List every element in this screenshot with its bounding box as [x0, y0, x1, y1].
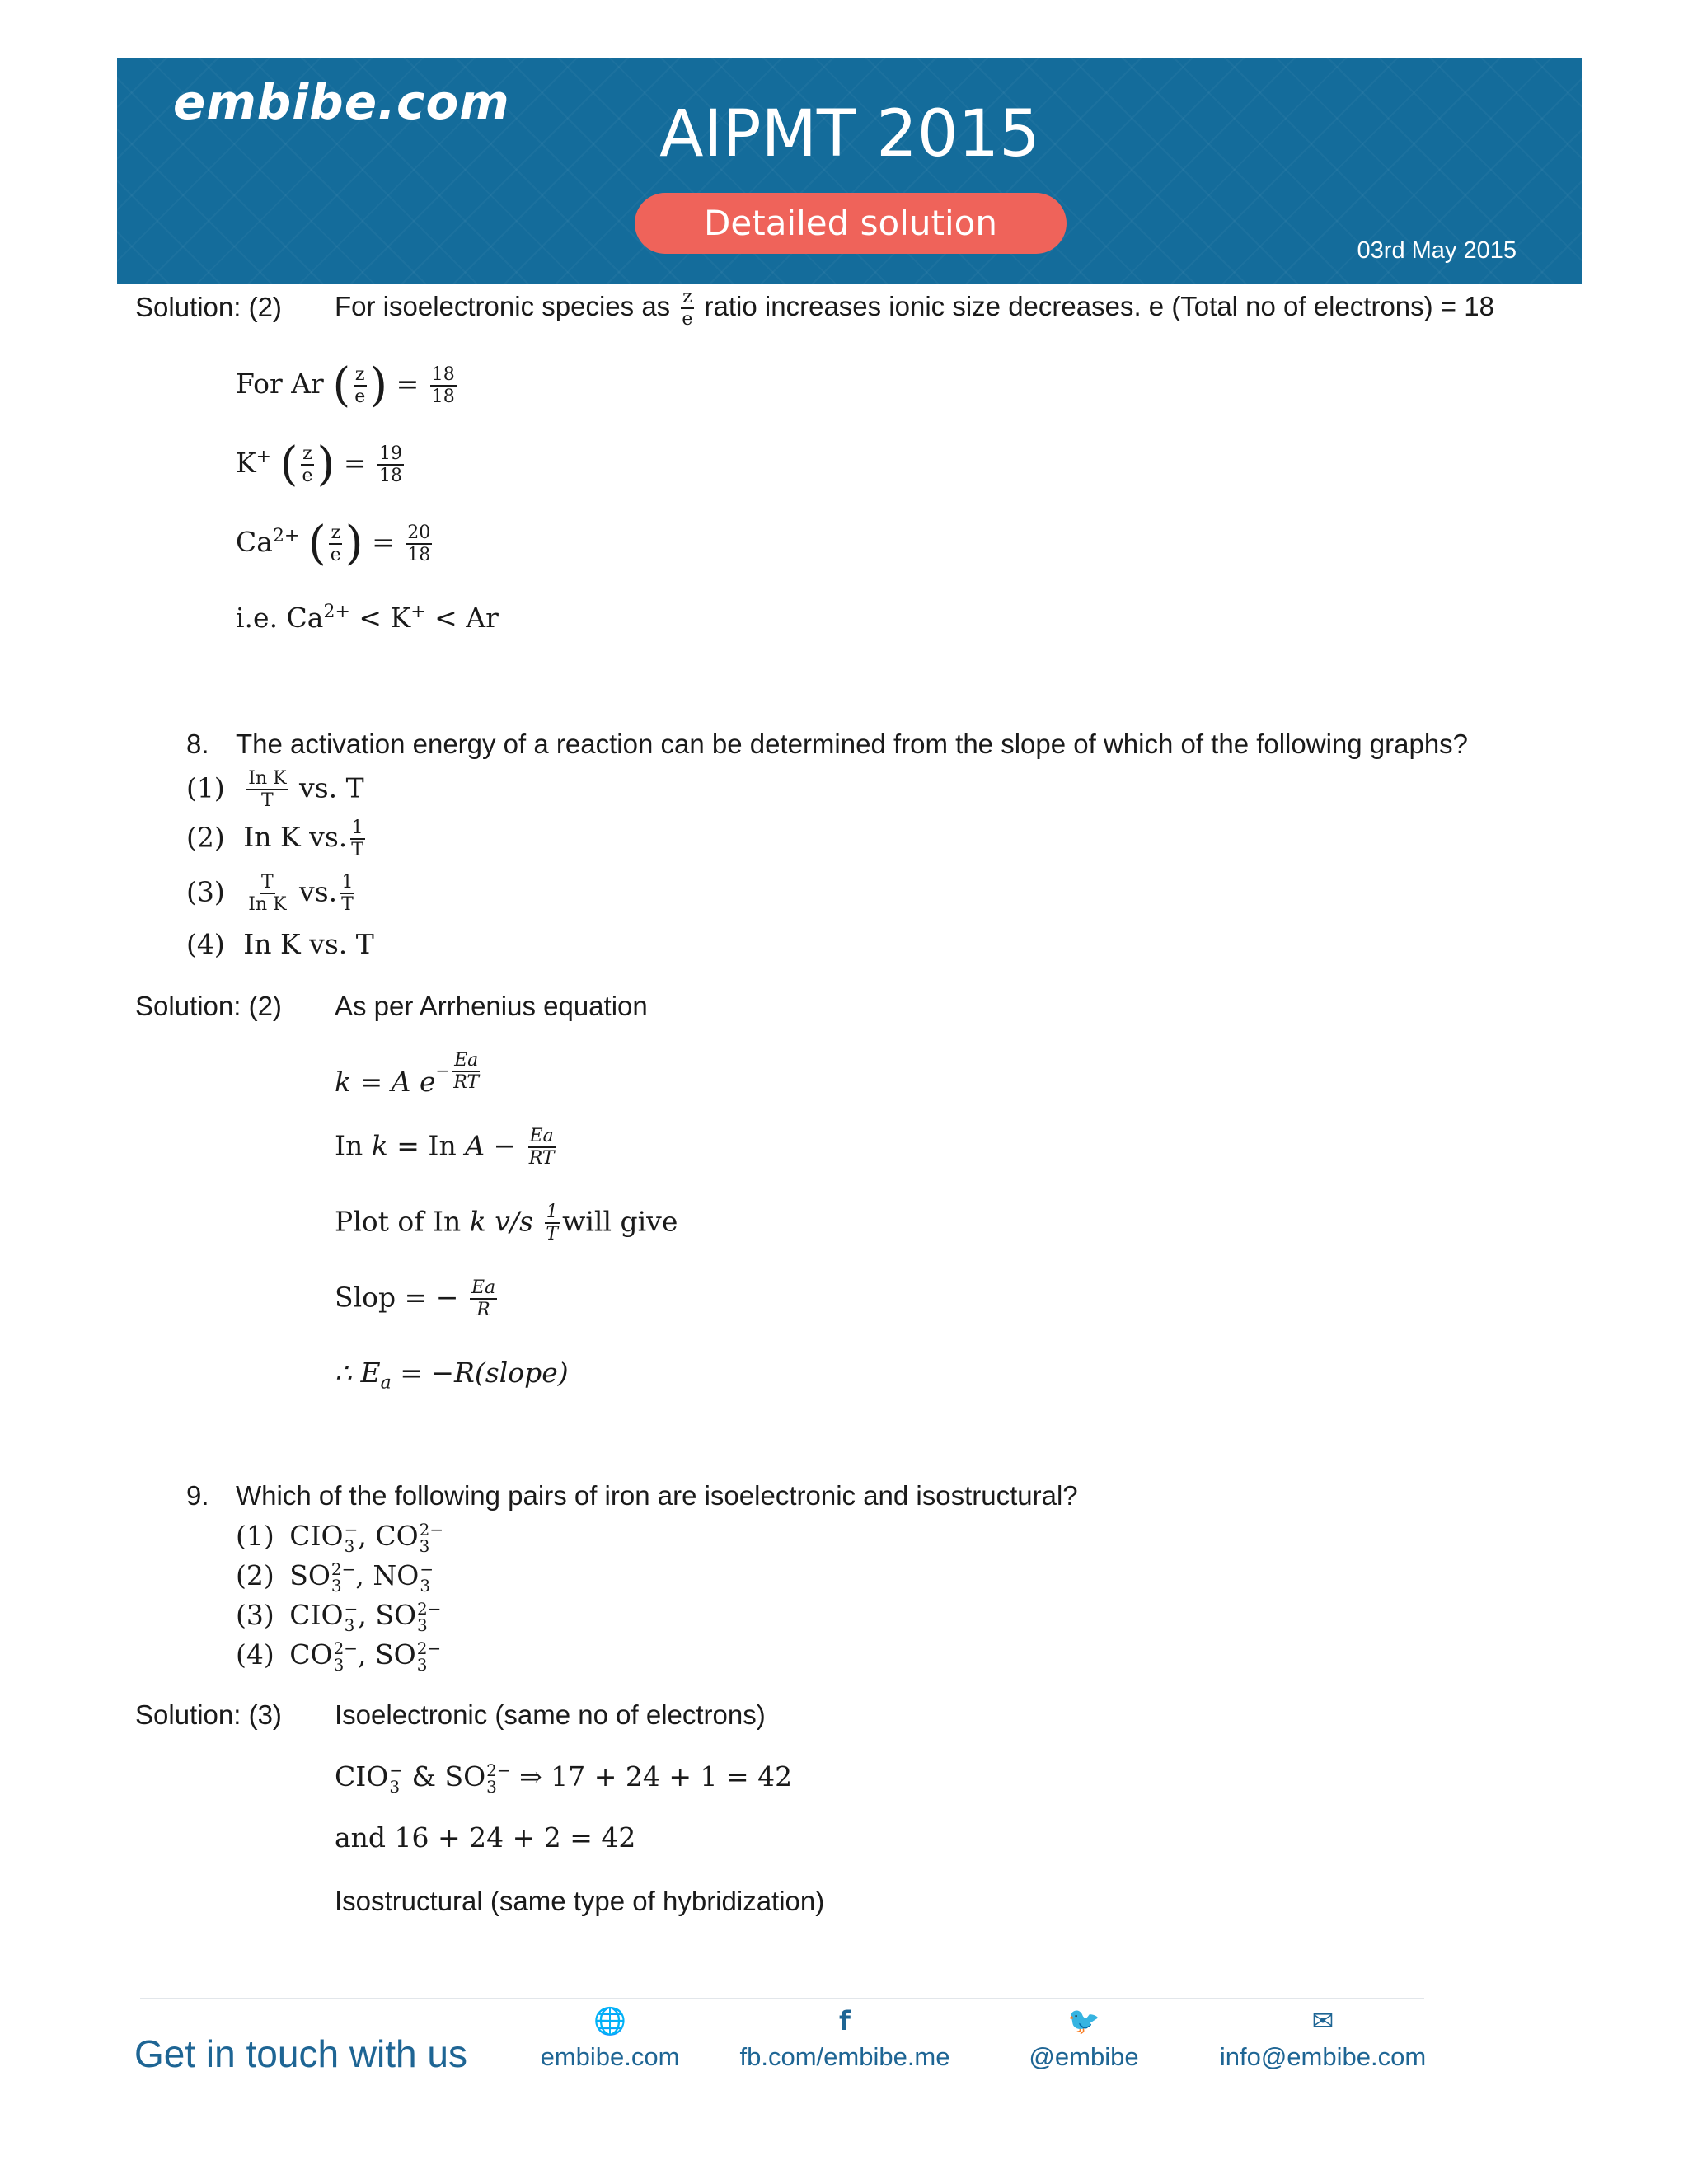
option-2: (2) In K vs. $\frac{1}{T}$ — [186, 818, 363, 861]
plot-statement: Plot of In k v/s $\frac{1}{T}$ will give — [335, 1202, 678, 1245]
option-3: (3) $\frac{T}{\text{In K}}$ vs. $\frac{1}{T}$ — [186, 872, 354, 916]
size-order-conclusion: i.e. $Ca^{2+} < K^+ < Ar$ — [236, 602, 499, 634]
slope-equation: Slop = − $\frac{Ea}{R}$ — [335, 1277, 496, 1321]
option-3: (3) CIO − 3 , SO 2− 3 — [236, 1599, 442, 1635]
question-text: The activation energy of a reaction can be determined from the slope of which of the following graphs? — [236, 729, 1469, 759]
twitter-icon: 🐦 — [1067, 2006, 1100, 2036]
arrhenius-equation: k = A $e^{- \frac{Ea}{RT}}$ — [335, 1050, 480, 1098]
facebook-link[interactable]: f fb.com/embibe.me — [725, 2004, 964, 2072]
question-text: Which of the following pairs of iron are isoelectronic and isostructural? — [236, 1480, 1078, 1511]
exam-date: 03rd May 2015 — [1357, 237, 1517, 264]
solution-label: Solution: (2) — [135, 991, 282, 1021]
electron-count-equation: CIO − 3 & SO 2− 3 ⇒ 17 + 24 + 1 = 42 — [335, 1760, 793, 1797]
solution-line: Isostructural (same type of hybridization) — [335, 1886, 825, 1916]
header-banner — [117, 58, 1582, 284]
website-link[interactable]: 🌐 embibe.com — [528, 2004, 692, 2072]
log-arrhenius-equation: In k = In A − $\frac{Ea}{RT}$ — [335, 1126, 555, 1169]
solution-label: Solution: (2) — [135, 292, 282, 322]
activation-energy-result: ∴ $E_a$ = −R(slope) — [335, 1357, 569, 1394]
twitter-link[interactable]: 🐦 @embibe — [1014, 2004, 1154, 2072]
k-ion-ratio-equation: K+ ( $\frac{z}{e}$ ) = $\frac{19}{18}$ — [236, 438, 402, 491]
get-in-touch-title: Get in touch with us — [134, 2032, 467, 2075]
email-link[interactable]: ✉ info@embibe.com — [1203, 2004, 1442, 2072]
globe-icon: 🌐 — [593, 2006, 626, 2036]
mail-icon: ✉ — [1311, 2006, 1334, 2036]
solution-intro: As per Arrhenius equation — [335, 991, 648, 1021]
option-4: (4) In K vs. T — [186, 928, 374, 960]
electron-count-line: and 16 + 24 + 2 = 42 — [335, 1821, 636, 1854]
option-1: (1) CIO − 3 , CO 2− 3 — [236, 1520, 444, 1556]
question-number: 8. — [186, 729, 209, 759]
ar-ratio-equation: For Ar ( $\frac{z}{e}$ ) = $\frac{18}{18}$ — [236, 359, 455, 412]
option-4: (4) CO 2− 3 , SO 2− 3 — [236, 1638, 442, 1675]
exam-title: AIPMT 2015 — [659, 97, 1040, 171]
facebook-icon: f — [839, 2005, 851, 2036]
detailed-solution-badge: Detailed solution — [635, 193, 1067, 254]
solution-label: Solution: (3) — [135, 1699, 282, 1730]
footer-divider — [140, 1998, 1424, 1999]
option-2: (2) SO 2− 3 , NO − 3 — [236, 1559, 434, 1596]
option-1: (1) $\frac{\text{In K}}{T}$ vs. T — [186, 768, 364, 812]
question-number: 9. — [186, 1480, 209, 1511]
solution-text: For isoelectronic species as $\frac{z}{e}$ ratio increases ionic size decreases. e (Total no of electrons) = 18 — [335, 287, 1494, 330]
ca-ion-ratio-equation: $Ca^{2+}$ ( $\frac{z}{e}$ ) = $\frac{20}{18}$ — [236, 517, 431, 570]
brand-logo: embibe.com — [173, 74, 510, 130]
solution-line: Isoelectronic (same no of electrons) — [335, 1699, 766, 1730]
